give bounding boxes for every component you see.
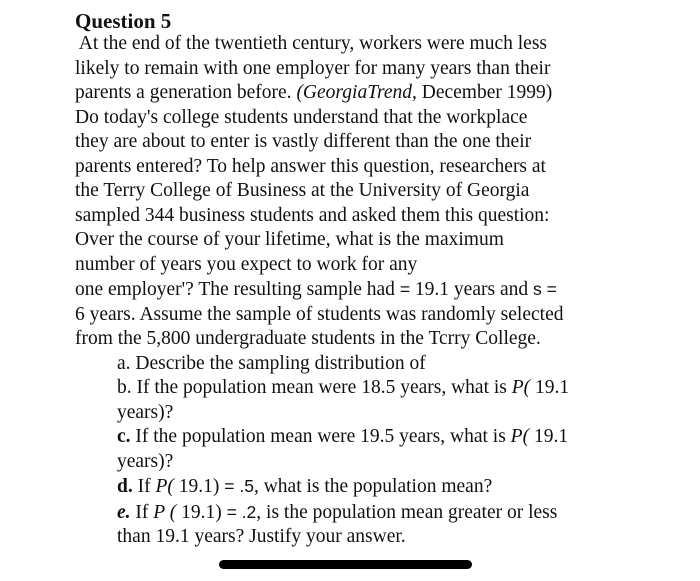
part-e-text: , is the population mean greater or less bbox=[256, 501, 558, 523]
question-body bbox=[75, 32, 635, 550]
sample-mean-value: 19.1 years and bbox=[410, 279, 533, 300]
body-line-8: sampled 344 business students and asked them this question: bbox=[75, 204, 550, 226]
part-d-text: , what is the population mean? bbox=[253, 476, 493, 497]
body-line-13: from the 5,800 undergraduate students in the Tcrry College. bbox=[75, 328, 541, 349]
part-b-line-2: years)? bbox=[117, 401, 174, 423]
part-b-line-1 bbox=[117, 376, 635, 401]
part-d-label: d. bbox=[117, 476, 133, 497]
part-d-if: If bbox=[132, 476, 156, 497]
source-date: December 1999) bbox=[416, 82, 553, 103]
part-e-label: e. bbox=[117, 501, 131, 523]
body-line-11 bbox=[75, 277, 635, 303]
part-c-probability: P( bbox=[510, 426, 530, 447]
part-c-line-2: years)? bbox=[117, 450, 174, 472]
part-c-value: 19.1 bbox=[529, 426, 569, 447]
body-line-11-text: one employer'? The resulting sample had bbox=[75, 279, 400, 300]
part-d-probability: P( bbox=[155, 476, 174, 497]
body-line-2: likely to remain with one employer for many years than their bbox=[75, 57, 551, 79]
part-e-equals: = .2 bbox=[226, 501, 257, 522]
body-line-7: the Terry College of Business at the University of Georgia bbox=[75, 180, 530, 201]
part-b-probability: P( bbox=[511, 377, 531, 398]
part-b-text: b. If the population mean were 18.5 years, what is bbox=[117, 377, 512, 398]
part-c-label: c. bbox=[117, 426, 131, 447]
body-line-12: 6 years. Assume the sample of students was randomly selected bbox=[75, 303, 564, 325]
part-c-line-1 bbox=[117, 425, 635, 450]
part-b-value: 19.1 bbox=[530, 377, 570, 398]
question-parts bbox=[117, 352, 635, 550]
part-a: a. Describe the sampling distribution of bbox=[117, 352, 426, 374]
part-e-if: If bbox=[130, 501, 154, 523]
part-e-probability: P ( bbox=[153, 501, 177, 523]
part-d bbox=[117, 474, 635, 500]
body-line-4: Do today's college students understand that the workplace bbox=[75, 106, 528, 128]
part-d-equals: = .5 bbox=[224, 476, 254, 496]
home-indicator-bar bbox=[219, 560, 472, 569]
body-line-1: At the end of the twentieth century, workers were much less bbox=[75, 33, 548, 54]
body-line-3 bbox=[75, 81, 635, 106]
part-e-line-2: than 19.1 years? Justify your answer. bbox=[117, 526, 406, 547]
part-e-line-1 bbox=[117, 500, 635, 526]
equals-sign: = bbox=[399, 279, 411, 299]
part-d-value: 19.1) bbox=[173, 476, 225, 497]
part-c-text: If the population mean were 19.5 years, what is bbox=[130, 426, 511, 447]
body-line-3-text: parents a generation before. bbox=[75, 82, 297, 103]
part-e-value: 19.1) bbox=[176, 501, 227, 523]
body-line-6: parents entered? To help answer this question, researchers at bbox=[75, 155, 546, 177]
body-line-5: they are about to enter is vastly different than the one their bbox=[75, 131, 532, 152]
question-title: Question 5 bbox=[75, 9, 172, 33]
body-line-9: Over the course of your lifetime, what is the maximum bbox=[75, 229, 504, 250]
std-dev-label: s = bbox=[532, 279, 557, 299]
source-citation: (GeorgiaTrend, bbox=[296, 82, 417, 103]
body-line-10: number of years you expect to work for any bbox=[75, 253, 418, 275]
question-document bbox=[75, 10, 635, 550]
